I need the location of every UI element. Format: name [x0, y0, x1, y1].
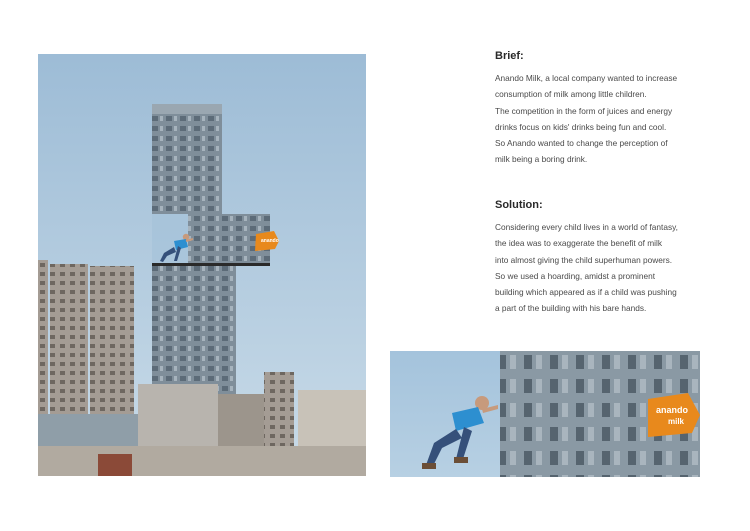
solution-line: a part of the building with his bare hands. [495, 303, 647, 314]
brief-line: milk being a boring drink. [495, 154, 588, 165]
solution-line: Considering every child lives in a world of fantasy, [495, 222, 678, 232]
solution-heading: Solution: [495, 199, 543, 211]
brief-heading: Brief: [495, 50, 524, 62]
main-billboard-photo [38, 54, 366, 476]
brief-line: drinks focus on kids' drinks being fun and cool. [495, 121, 667, 132]
detail-closeup-photo [390, 351, 700, 477]
solution-section [495, 199, 735, 317]
brief-line: consumption of milk among little children. [495, 89, 647, 100]
svg-text:anando: anando [261, 238, 279, 244]
svg-text:milk: milk [668, 417, 685, 426]
brief-line: The competition in the form of juices and energy [495, 105, 673, 116]
solution-line: into almost giving the child superhuman powers. [495, 254, 673, 265]
solution-line: building which appeared as if a child was pushing [495, 287, 677, 298]
brief-section [495, 50, 735, 168]
brief-line: Anando Milk, a local company wanted to increase [495, 73, 678, 83]
solution-line: So we used a hoarding, amidst a prominent [495, 270, 656, 281]
solution-line: the idea was to exaggerate the benefit of milk [495, 238, 662, 249]
svg-text:anando: anando [656, 405, 689, 415]
brief-line: So Anando wanted to change the perception of [495, 138, 668, 149]
